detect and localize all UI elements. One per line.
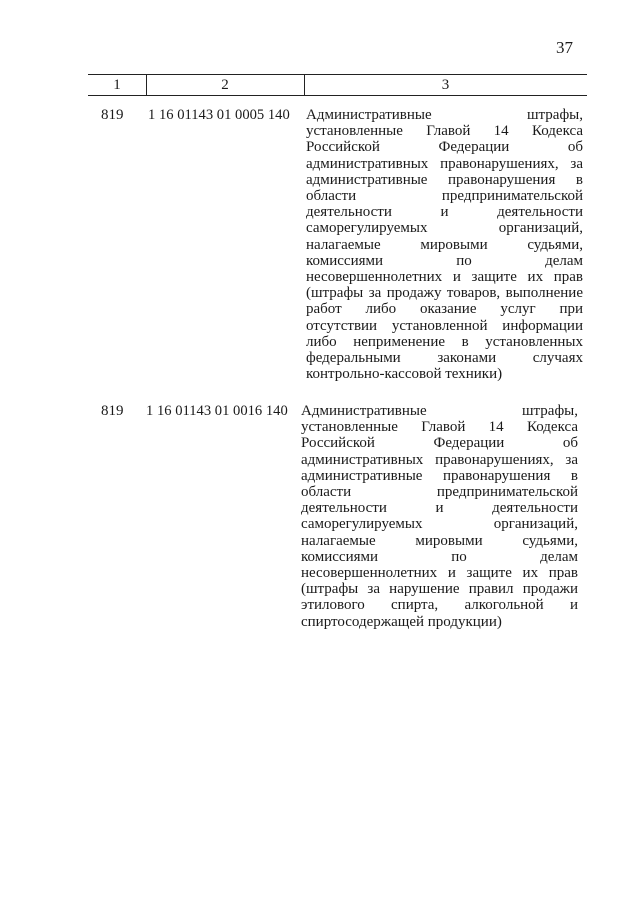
row-kbk: 1 16 01143 01 0016 140: [146, 403, 288, 419]
description-line: (штрафы за нарушение правил продажи: [301, 581, 578, 598]
description-line: Российской Федерации об: [306, 139, 583, 156]
description-line: налагаемые мировыми судьями,: [301, 532, 578, 549]
header-cell-2: 2: [146, 75, 305, 95]
header-cell-3: 3: [441, 77, 450, 93]
description-line: федеральными законами случаях: [306, 350, 583, 367]
description-line: несовершеннолетних и защите их прав: [306, 269, 583, 286]
description-line: (штрафы за продажу товаров, выполнение: [306, 285, 583, 302]
description-line: этилового спирта, алкогольной и: [301, 597, 578, 614]
description-line: административных правонарушениях, за: [301, 451, 578, 468]
description-line: деятельности и деятельности: [306, 204, 583, 221]
description-line: отсутствии установленной информации: [306, 317, 583, 334]
description-line: административные правонарушения в: [301, 467, 578, 484]
row-description: [306, 107, 583, 382]
description-line: саморегулируемых организаций,: [301, 516, 578, 533]
description-line: области предпринимательской: [306, 188, 583, 205]
description-line: административных правонарушениях, за: [306, 155, 583, 172]
description-line: налагаемые мировыми судьями,: [306, 236, 583, 253]
table-header-row: [88, 74, 587, 96]
description-line: установленные Главой 14 Кодекса: [306, 123, 583, 140]
description-line: несовершеннолетних и защите их прав: [301, 565, 578, 582]
description-line: деятельности и деятельности: [301, 500, 578, 517]
header-cell-1: 1: [88, 75, 147, 95]
row-code: 819: [101, 107, 124, 123]
description-line: установленные Главой 14 Кодекса: [301, 419, 578, 436]
description-line: области предпринимательской: [301, 484, 578, 501]
page-number: 37: [556, 38, 573, 57]
description-line: комиссиями по делам: [306, 252, 583, 269]
description-line: контрольно-кассовой техники): [306, 366, 503, 383]
row-description: [301, 403, 578, 630]
description-line: административные правонарушения в: [306, 171, 583, 188]
description-line: работ либо оказание услуг при: [306, 301, 583, 318]
row-code: 819: [101, 403, 124, 419]
description-line: комиссиями по делам: [301, 548, 578, 565]
description-line: Российской Федерации об: [301, 435, 578, 452]
description-line: спиртосодержащей продукции): [301, 613, 502, 630]
description-line: Административные штрафы,: [306, 107, 583, 123]
row-kbk: 1 16 01143 01 0005 140: [148, 107, 290, 123]
description-line: саморегулируемых организаций,: [306, 220, 583, 237]
description-line: Административные штрафы,: [301, 403, 578, 419]
description-line: либо неприменение в установленных: [306, 333, 583, 350]
